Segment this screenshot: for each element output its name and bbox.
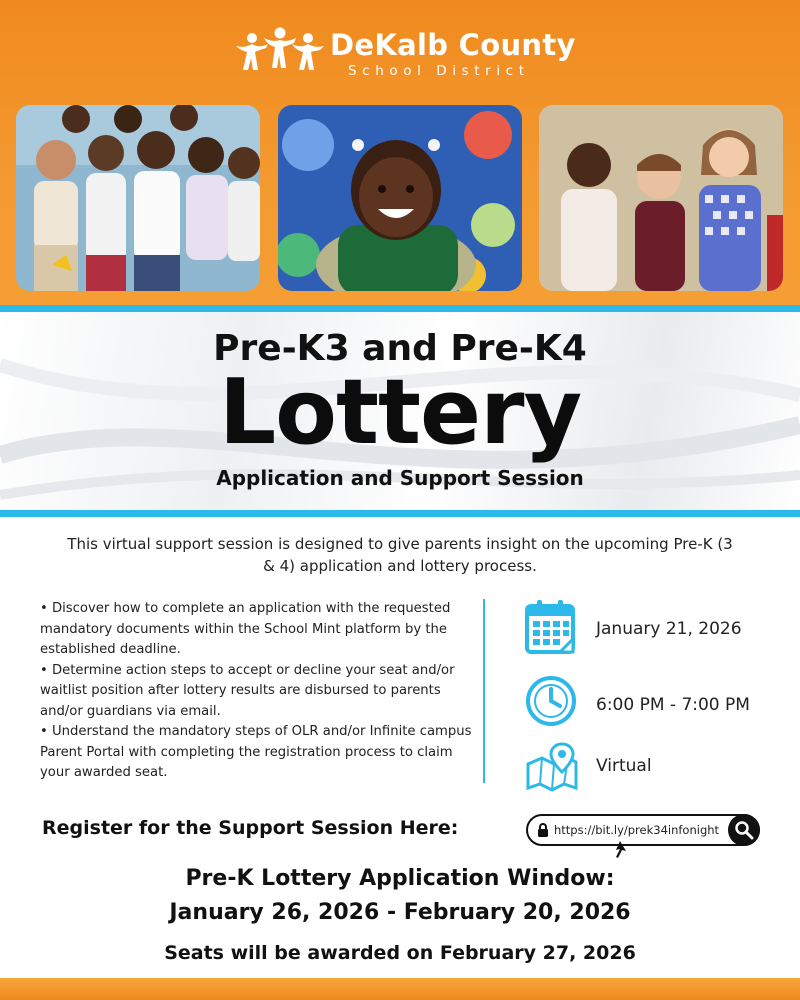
time-info bbox=[524, 674, 784, 734]
register-label: Register for the Support Session Here: bbox=[42, 817, 459, 839]
band-top-line bbox=[0, 305, 800, 312]
bullet-item: • Discover how to complete an application with the requested mandatory documents within the School Mint platform by the established deadline. bbox=[40, 601, 451, 657]
application-window-title: Pre-K Lottery Application Window: bbox=[185, 866, 615, 891]
registration-link[interactable] bbox=[526, 814, 760, 846]
event-location: Virtual bbox=[596, 756, 652, 776]
cursor-arrow-icon bbox=[612, 841, 626, 859]
registration-url[interactable]: https://bit.ly/prek34infonight bbox=[554, 823, 720, 837]
search-icon bbox=[734, 820, 754, 840]
date-info bbox=[524, 598, 784, 658]
footer-bar bbox=[0, 978, 800, 1000]
calendar-icon bbox=[524, 598, 578, 658]
waving-children-photo bbox=[539, 105, 783, 291]
location-info bbox=[524, 742, 784, 802]
header-banner bbox=[0, 0, 800, 305]
district-name: DeKalb County bbox=[330, 28, 576, 62]
lock-icon bbox=[537, 823, 549, 837]
band-bottom-line bbox=[0, 510, 800, 517]
seats-awarded-date: Seats will be awarded on February 27, 2026 bbox=[164, 942, 636, 964]
title-band bbox=[0, 305, 800, 517]
intro-text: This virtual support session is designed to give parents insight on the upcoming Pre-K (3 & 4) application and lottery process. bbox=[67, 535, 733, 575]
district-logo bbox=[232, 24, 576, 84]
main-title: Lottery bbox=[218, 360, 582, 465]
event-time: 6:00 PM - 7:00 PM bbox=[596, 695, 750, 715]
bullet-item: • Understand the mandatory steps of OLR and/or Infinite campus Parent Portal with completing the registration process to claim your awarded seat. bbox=[40, 724, 472, 780]
map-pin-icon bbox=[524, 742, 580, 792]
clock-icon bbox=[524, 674, 578, 728]
group-children-photo bbox=[16, 105, 260, 291]
application-window-dates: January 26, 2026 - February 20, 2026 bbox=[169, 900, 631, 925]
column-divider bbox=[483, 599, 485, 783]
event-date: January 21, 2026 bbox=[596, 619, 742, 639]
district-logo-figures-icon bbox=[232, 24, 328, 80]
bullet-item: • Determine action steps to accept or decline your seat and/or waitlist position after lottery results are disbursed to parents and/or guardians via email. bbox=[40, 662, 455, 719]
program-heading: Pre-K3 and Pre-K4 bbox=[213, 328, 587, 369]
session-subtitle: Application and Support Session bbox=[216, 466, 584, 490]
bullet-list bbox=[40, 599, 476, 784]
district-subtitle: School District bbox=[348, 63, 530, 79]
smiling-child-photo bbox=[278, 105, 522, 291]
search-button[interactable] bbox=[728, 814, 760, 846]
